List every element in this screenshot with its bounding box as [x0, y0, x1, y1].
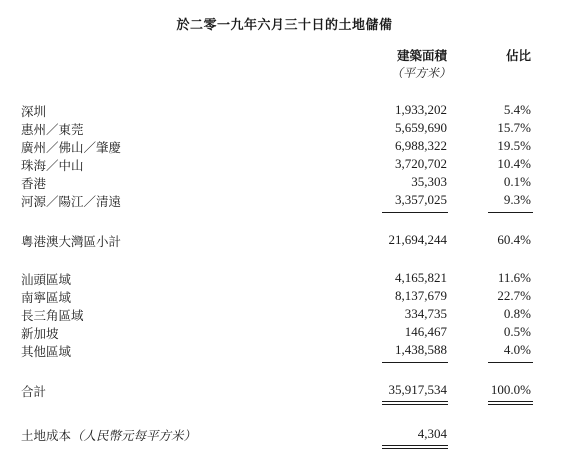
row-area: 3,720,702: [395, 156, 447, 171]
row-share: 22.7%: [497, 288, 531, 303]
table-row: [0, 324, 569, 342]
subtotal-area: 21,694,244: [388, 232, 447, 247]
row-label: 深圳: [21, 104, 47, 119]
total-double-rule-share-2: [488, 404, 533, 405]
total-double-rule-area-2: [382, 404, 448, 405]
header-share: 佔比: [505, 48, 531, 63]
row-area: 6,988,322: [395, 138, 447, 153]
land-cost-rule-2: [382, 448, 448, 449]
total-area: 35,917,534: [388, 382, 447, 397]
row-area: 334,735: [404, 306, 447, 321]
row-share: 0.5%: [503, 324, 531, 339]
row-label: 其他區域: [21, 344, 72, 359]
row-label: 長三角區域: [21, 308, 84, 323]
total-rule-share: [488, 362, 533, 363]
table-row: [0, 270, 569, 288]
subtotal-label: 粵港澳大灣區小計: [21, 234, 122, 249]
subtotal-rule-area: [382, 212, 448, 213]
header-unit: （平方米）: [390, 66, 451, 80]
land-cost-label: 土地成本（人民幣元每平方米）: [21, 428, 197, 443]
table-row: [0, 174, 569, 192]
total-rule-area: [382, 362, 448, 363]
table-row: [0, 156, 569, 174]
row-share: 0.8%: [503, 306, 531, 321]
table-row: [0, 138, 569, 156]
total-share: 100.0%: [490, 382, 531, 397]
total-double-rule-area-1: [382, 401, 448, 402]
row-label: 南寧區域: [21, 290, 72, 305]
row-area: 35,303: [411, 174, 447, 189]
land-cost-rule-1: [382, 445, 448, 446]
page-title: 於二零一九年六月三十日的土地儲備: [176, 18, 393, 33]
row-share: 9.3%: [503, 192, 531, 207]
row-share: 11.6%: [497, 270, 531, 285]
total-row: [0, 382, 569, 400]
row-label: 惠州／東莞: [21, 122, 84, 137]
row-share: 19.5%: [497, 138, 531, 153]
land-cost-row: [0, 426, 569, 444]
row-share: 15.7%: [497, 120, 531, 135]
row-label: 香港: [21, 176, 47, 191]
row-label: 珠海／中山: [21, 158, 84, 173]
row-share: 5.4%: [503, 102, 531, 117]
row-area: 1,933,202: [395, 102, 447, 117]
header-gfa: 建築面積: [396, 48, 447, 63]
table-row: [0, 342, 569, 360]
row-share: 0.1%: [503, 174, 531, 189]
table-row: [0, 288, 569, 306]
row-area: 146,467: [404, 324, 447, 339]
row-area: 8,137,679: [395, 288, 447, 303]
row-share: 4.0%: [503, 342, 531, 357]
table-row: [0, 192, 569, 210]
table-row: [0, 306, 569, 324]
subtotal-share: 60.4%: [497, 232, 531, 247]
row-area: 1,438,588: [395, 342, 447, 357]
subtotal-row: [0, 232, 569, 250]
total-label: 合計: [21, 384, 47, 399]
subtotal-rule-share: [488, 212, 533, 213]
row-label: 汕頭區域: [21, 272, 72, 287]
row-label: 河源／陽江／清遠: [21, 194, 122, 209]
row-area: 3,357,025: [395, 192, 447, 207]
row-share: 10.4%: [497, 156, 531, 171]
total-double-rule-share-1: [488, 401, 533, 402]
row-area: 4,165,821: [395, 270, 447, 285]
table-row: [0, 120, 569, 138]
row-area: 5,659,690: [395, 120, 447, 135]
table-row: [0, 102, 569, 120]
row-label: 廣州／佛山／肇慶: [21, 140, 122, 155]
land-cost-value: 4,304: [417, 426, 447, 441]
row-label: 新加坡: [21, 326, 59, 341]
